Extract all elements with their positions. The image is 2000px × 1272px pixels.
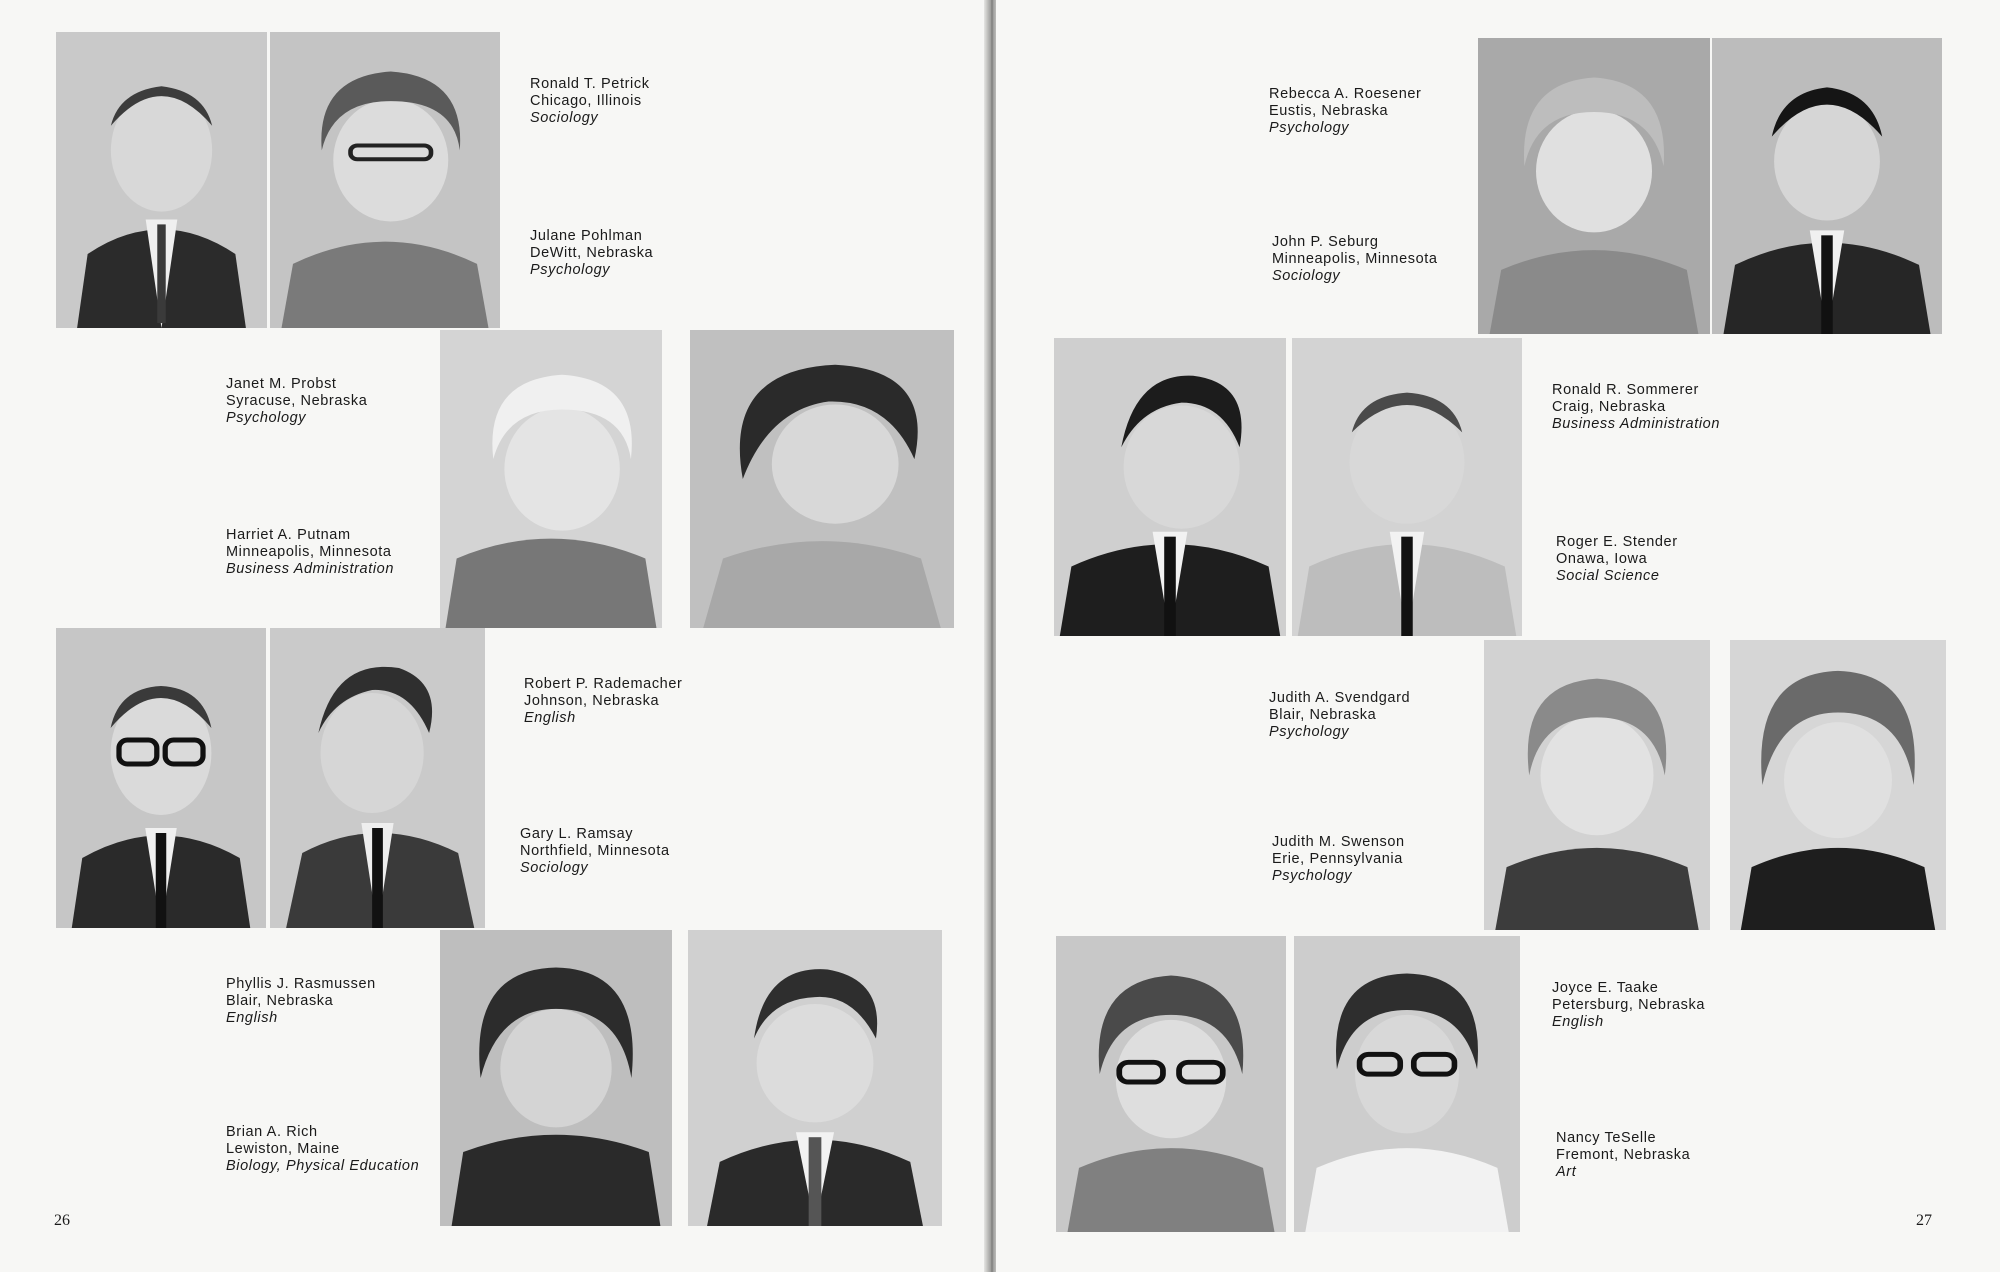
student-name: Ronald T. Petrick	[530, 76, 650, 92]
student-major: Biology, Physical Education	[226, 1158, 420, 1174]
caption-ramsay	[520, 826, 670, 877]
portrait-seburg	[1712, 38, 1942, 334]
student-name: Janet M. Probst	[226, 376, 337, 392]
portrait-rich	[688, 930, 942, 1226]
caption-taake	[1552, 980, 1705, 1031]
student-name: Gary L. Ramsay	[520, 826, 634, 842]
student-major: Business Administration	[1552, 416, 1720, 432]
student-major: English	[524, 710, 576, 726]
student-name: Harriet A. Putnam	[226, 527, 351, 543]
portrait-rademacher	[56, 628, 266, 928]
portrait-roesener	[1478, 38, 1710, 334]
student-hometown: Lewiston, Maine	[226, 1141, 340, 1157]
caption-roesener	[1269, 86, 1421, 137]
portrait-ramsay	[270, 628, 485, 928]
student-name: Robert P. Rademacher	[524, 676, 683, 692]
student-major: Sociology	[1272, 268, 1341, 284]
student-hometown: DeWitt, Nebraska	[530, 245, 654, 261]
portrait-probst	[440, 330, 662, 628]
caption-rich	[226, 1124, 419, 1175]
portrait-rasmussen	[440, 930, 672, 1226]
right-page	[996, 0, 2000, 1272]
student-hometown: Minneapolis, Minnesota	[226, 544, 392, 560]
student-hometown: Chicago, Illinois	[530, 93, 642, 109]
student-major: Psychology	[1272, 868, 1353, 884]
student-name: Rebecca A. Roesener	[1269, 86, 1422, 102]
caption-teselle	[1556, 1130, 1690, 1181]
student-major: Psychology	[1269, 724, 1350, 740]
caption-rademacher	[524, 676, 682, 727]
student-name: Nancy TeSelle	[1556, 1130, 1657, 1146]
student-name: Phyllis J. Rasmussen	[226, 976, 376, 992]
page-number-left: 26	[54, 1212, 70, 1229]
student-major: Business Administration	[226, 561, 394, 577]
portrait-svendgard	[1484, 640, 1710, 930]
student-hometown: Erie, Pennsylvania	[1272, 851, 1403, 867]
left-page	[0, 0, 990, 1272]
student-hometown: Syracuse, Nebraska	[226, 393, 368, 409]
student-hometown: Northfield, Minnesota	[520, 843, 670, 859]
student-hometown: Craig, Nebraska	[1552, 399, 1666, 415]
student-name: Julane Pohlman	[530, 228, 643, 244]
student-hometown: Petersburg, Nebraska	[1552, 997, 1706, 1013]
student-name: Ronald R. Sommerer	[1552, 382, 1699, 398]
portrait-stender	[1292, 338, 1522, 636]
student-hometown: Blair, Nebraska	[1269, 707, 1377, 723]
student-hometown: Minneapolis, Minnesota	[1272, 251, 1438, 267]
student-major: English	[226, 1010, 278, 1026]
student-name: Roger E. Stender	[1556, 534, 1678, 550]
student-hometown: Blair, Nebraska	[226, 993, 334, 1009]
student-hometown: Fremont, Nebraska	[1556, 1147, 1691, 1163]
caption-stender	[1556, 534, 1678, 585]
student-name: Joyce E. Taake	[1552, 980, 1659, 996]
student-major: English	[1552, 1014, 1604, 1030]
caption-svendgard	[1269, 690, 1410, 741]
student-major: Psychology	[1269, 120, 1350, 136]
portrait-taake	[1056, 936, 1286, 1232]
caption-petrick	[530, 76, 650, 127]
student-name: Brian A. Rich	[226, 1124, 318, 1140]
student-major: Sociology	[520, 860, 589, 876]
caption-probst	[226, 376, 367, 427]
portrait-sommerer	[1054, 338, 1286, 636]
caption-putnam	[226, 527, 394, 578]
student-name: John P. Seburg	[1272, 234, 1379, 250]
student-major: Psychology	[226, 410, 307, 426]
student-name: Judith A. Svendgard	[1269, 690, 1411, 706]
portrait-pohlman	[270, 32, 500, 328]
caption-sommerer	[1552, 382, 1720, 433]
student-major: Social Science	[1556, 568, 1660, 584]
portrait-petrick	[56, 32, 267, 328]
caption-rasmussen	[226, 976, 376, 1027]
student-hometown: Eustis, Nebraska	[1269, 103, 1389, 119]
student-name: Judith M. Swenson	[1272, 834, 1405, 850]
caption-swenson	[1272, 834, 1405, 885]
student-hometown: Johnson, Nebraska	[524, 693, 660, 709]
portrait-putnam	[690, 330, 954, 628]
student-major: Psychology	[530, 262, 611, 278]
student-major: Art	[1556, 1164, 1577, 1180]
portrait-teselle	[1294, 936, 1520, 1232]
page-number-right: 27	[1916, 1212, 1932, 1229]
student-hometown: Onawa, Iowa	[1556, 551, 1648, 567]
student-major: Sociology	[530, 110, 599, 126]
portrait-teselle-row3	[1730, 640, 1946, 930]
caption-pohlman	[530, 228, 653, 279]
caption-seburg	[1272, 234, 1438, 285]
